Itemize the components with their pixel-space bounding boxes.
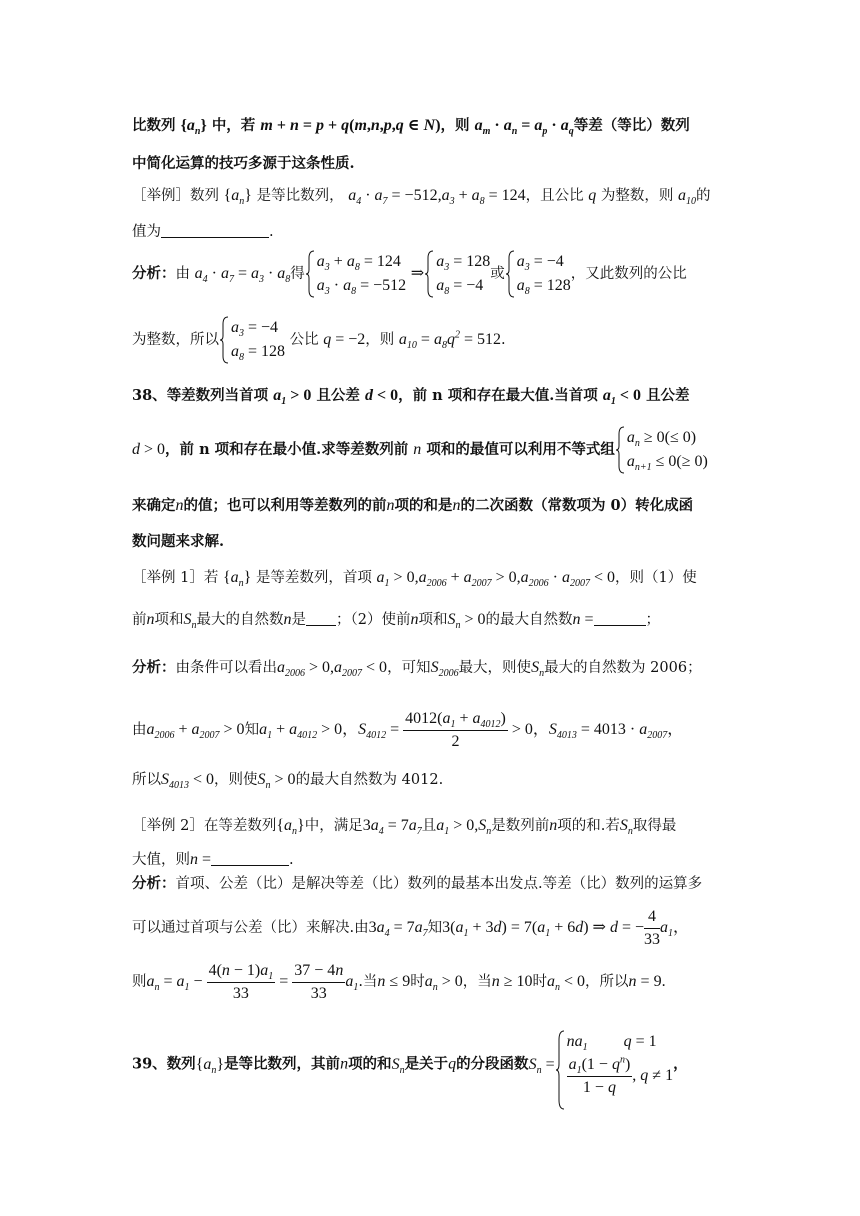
text: 中，若: [211, 117, 256, 134]
analysis-line: [132, 708, 732, 753]
text: .: [289, 852, 294, 868]
equation-system: $a_3 = -4$ $a_8 = 128$: [219, 316, 285, 364]
math: $S_n$: [531, 659, 545, 680]
math: $a_{10} = a_8q^2 = 512$: [398, 329, 501, 352]
section-39: [132, 1030, 732, 1099]
brace-icon: [505, 250, 515, 298]
text: ，前 n 项和存在最小值.求等差数列前: [165, 441, 409, 458]
math: m + n = p + q(m,n,p,q ∈ N): [260, 117, 441, 134]
text: ，当: [462, 974, 492, 991]
example-label: ［举例 2］: [132, 818, 204, 834]
text: ，前 n 项和存在最大值.当首项: [398, 387, 598, 404]
math: $a_1 > 0,S_n$: [436, 817, 492, 838]
analysis-line: [132, 658, 732, 678]
equation-system: $a_3 + a_8 = 124$ $a_3 \cdot a_8 = -512$: [305, 250, 406, 298]
text: 等差（等比）数列: [573, 117, 690, 134]
section-38: [132, 532, 732, 552]
math: q: [448, 1055, 457, 1073]
text: 可以通过首项与公差（比）来解决.由: [132, 920, 369, 937]
text: 在等差数列: [203, 818, 277, 834]
text: 为整数，所以: [132, 332, 219, 348]
math: $3a_4 = 7a_7$: [368, 919, 428, 940]
text: ，则: [440, 117, 470, 134]
math: $a_n = a_1$ − $\frac{4(n - 1)a_1}{33}$ = $\frac{37 - 4n}{33}$ $a_1$: [146, 962, 359, 1002]
analysis-label: 分析：: [132, 659, 176, 676]
brace-icon: [305, 250, 315, 298]
text: 值为: [132, 224, 161, 240]
text: ；（2）使前: [336, 612, 411, 628]
example-1-line: [132, 568, 732, 588]
text: ，则: [365, 332, 395, 348]
text: 若: [203, 570, 219, 586]
text: 取得最: [632, 818, 677, 834]
text: .: [269, 224, 274, 240]
text: 最大的自然数为 2006；: [544, 660, 702, 676]
example-2-line: [132, 850, 732, 870]
section-38: [132, 386, 732, 406]
math: $S_n > 0$: [257, 771, 296, 792]
text: 得: [290, 266, 305, 282]
section-number: 38、: [132, 387, 167, 404]
text-line: [132, 116, 732, 136]
example-label: ［举例］: [132, 188, 190, 204]
text: ，可知: [387, 660, 431, 676]
text: 时: [410, 974, 425, 991]
math: $3a_4 = 7a_7$: [362, 817, 422, 838]
math: n: [146, 611, 155, 628]
text: 是数列前: [491, 818, 550, 834]
analysis-line: 分析：由 $a_4 \cdot a_7 = a_3 \cdot a_8$得 $a_3 + a_8 = 124$ $a_3 \cdot a_8 = -512$ ⇒ $a_3 = 128$ $a_8 = -4$ 或 $a_3 = -4$ $a_8 = 128$ ，又此数列的公比: [132, 250, 732, 298]
answer-blank: [594, 625, 646, 626]
text: 时: [532, 974, 548, 991]
text: ，所以: [585, 974, 629, 991]
math: $\{a_n\}$: [195, 1055, 225, 1076]
text: ，则使: [214, 772, 258, 788]
answer-blank: [161, 237, 269, 238]
text: 中简化运算的技巧多源于这条性质.: [132, 155, 355, 172]
math: $a_1 < 0$: [602, 387, 641, 408]
brace-icon: [615, 426, 625, 474]
math: $S_n$: [619, 817, 633, 838]
example-line: [132, 186, 732, 206]
text: 最大的自然数: [196, 612, 284, 628]
math: $a_{2006} > 0,a_{2007} < 0$: [277, 659, 388, 680]
text: 最大，则使: [458, 660, 532, 676]
math: $a_4 \cdot a_7 = a_3 \cdot a_8$: [194, 265, 291, 286]
answer-blank: [211, 865, 289, 866]
math: $S_n$: [391, 1055, 405, 1076]
math: $a_n < 0$: [547, 973, 586, 994]
section-38: [132, 426, 732, 474]
math: $a_{10}$: [677, 187, 696, 208]
math: $S_n$ =: [528, 1055, 555, 1076]
text: 首项、公差（比）是解决等差（比）数列的最基本出发点.等差（比）数列的运算多: [175, 876, 703, 892]
text: 项的和是: [394, 497, 453, 514]
math: n: [452, 497, 461, 514]
math: d < 0: [365, 387, 399, 404]
brace-icon: [219, 316, 229, 364]
section-number: 39、: [132, 1055, 167, 1073]
brace-icon: [555, 1030, 565, 1110]
math: $3(a_1 + 3d) = 7(a_1 + 6d)$ ⇒ d = − $\frac{4}{33}$ $a_1$，: [442, 908, 690, 948]
text: 是等比数列，: [256, 188, 344, 204]
text: 的最大自然数为 4012.: [295, 772, 444, 788]
text: 项的和: [348, 1055, 392, 1073]
math: $a_1 > 0$: [273, 387, 312, 408]
math: n =: [572, 611, 594, 628]
math: d > 0: [132, 441, 166, 458]
math: n ≥ 10: [491, 973, 533, 991]
text-line: [132, 154, 732, 174]
math: n ≤ 9: [377, 973, 411, 991]
text: 由: [132, 722, 147, 739]
text: 项的和.若: [557, 818, 620, 834]
text: 是: [291, 612, 306, 628]
example-label: ［举例 1］: [132, 570, 204, 586]
text: 的最大自然数: [485, 612, 573, 628]
math: $a_n > 0$: [424, 973, 463, 994]
math: q = −2: [323, 331, 366, 348]
math: q: [588, 187, 597, 204]
text: 的值；也可以利用等差数列的前: [183, 497, 387, 514]
text: 且公差: [646, 387, 690, 404]
text: 公比: [289, 332, 319, 348]
text: 则: [132, 974, 147, 991]
equation-system: $a_3 = 128$ $a_8 = -4$: [424, 250, 490, 298]
example-1-line: [132, 610, 732, 630]
math: n: [413, 441, 422, 458]
text: 等差数列当首项: [166, 387, 269, 404]
text: 大值，则: [132, 852, 190, 868]
text: ，则（1）使: [615, 570, 697, 586]
text: 由条件可以看出: [175, 660, 277, 676]
text: 为整数，则: [600, 188, 674, 204]
text: 由: [175, 266, 190, 282]
math: n: [549, 817, 558, 834]
brace-icon: [424, 250, 434, 298]
text: 数问题来求解.: [132, 533, 225, 550]
text: 中，满足: [304, 818, 363, 834]
text: 来确定: [132, 497, 176, 514]
text: ，又此数列的公比: [570, 266, 687, 282]
math: n: [340, 1055, 349, 1073]
analysis-label: 分析：: [132, 265, 176, 282]
math: $S_n > 0$: [447, 611, 486, 632]
text: 数列: [166, 1055, 196, 1073]
text: ；: [645, 612, 661, 628]
math: $a_1 > 0,a_{2006} + a_{2007} > 0,a_{2006} \cdot a_{2007} < 0$: [376, 569, 615, 590]
example-2-line: [132, 816, 732, 836]
inequality-system: $a_n \ge 0(\le 0)$ $a_{n+1} \le 0(\ge 0)$: [615, 426, 708, 474]
equation-system: $a_3 = -4$ $a_8 = 128$: [505, 250, 571, 298]
analysis-line: [132, 316, 732, 364]
math: $a_1 + a_{4012} > 0$，$S_{4012}$ = $\frac{4012(a_1 + a_{4012})}{2}$ > 0，$S_{4013} = 4013 \cdot a_{2007}$，: [259, 710, 684, 750]
text: .: [500, 332, 506, 348]
math: n: [283, 611, 292, 628]
analysis-line: [132, 906, 732, 951]
math: n: [386, 497, 395, 514]
answer-blank: [306, 625, 336, 626]
text: ，且公比: [525, 188, 584, 204]
analysis-line: [132, 874, 732, 894]
math: $S_{2006}$: [430, 659, 459, 680]
text: ，: [673, 1055, 688, 1073]
text: 的: [695, 188, 711, 204]
math: n = 9.: [628, 973, 666, 991]
analysis-line: [132, 960, 732, 1005]
text: 项和: [154, 612, 184, 628]
math: $\{a_n\}$: [223, 187, 252, 208]
math: $a_{2006} + a_{2007} > 0$: [146, 721, 245, 742]
text: 前: [132, 612, 147, 628]
text: 且: [421, 818, 437, 834]
math: $S_{4013} < 0$: [161, 771, 215, 792]
math: n: [175, 497, 184, 514]
text: 是等比数列，其前: [224, 1055, 341, 1073]
section-38: [132, 496, 732, 516]
math: $a_m \cdot a_n = a_p \cdot a_q$: [474, 117, 574, 138]
text: 或: [490, 266, 505, 282]
text: 是关于: [404, 1055, 449, 1073]
example-line: [132, 222, 732, 242]
piecewise-function: $na_1$ q = 1 $\frac{a_1(1 - q^n)}{1 - q}$ , q ≠ 1: [555, 1030, 673, 1099]
text: 项和的最值可以利用不等式组: [426, 441, 615, 458]
math: n =: [190, 851, 212, 868]
text: 知: [244, 722, 260, 739]
analysis-label: 分析：: [132, 875, 176, 892]
math: $S_n$: [183, 611, 197, 632]
text: 所以: [132, 772, 161, 788]
math: $\{a_n\}$: [276, 817, 305, 838]
text: 是等差数列，首项: [255, 570, 372, 586]
math: $\{a_n\}$: [222, 569, 252, 590]
text: 知: [427, 920, 443, 937]
text: 的二次函数（常数项为 0）转化成函: [460, 497, 694, 514]
text: .当: [358, 974, 378, 991]
math: $a_4 \cdot a_7 = -512,a_3 + a_8 = 124$: [348, 187, 526, 208]
text: 数列: [190, 188, 219, 204]
text: 项和: [418, 612, 448, 628]
text: 比数列: [132, 117, 176, 134]
analysis-line: [132, 770, 732, 790]
text: 且公差: [316, 387, 360, 404]
math: n: [410, 611, 419, 628]
math: $\{a_n\}$: [180, 117, 207, 138]
text: 的分段函数: [456, 1055, 529, 1073]
